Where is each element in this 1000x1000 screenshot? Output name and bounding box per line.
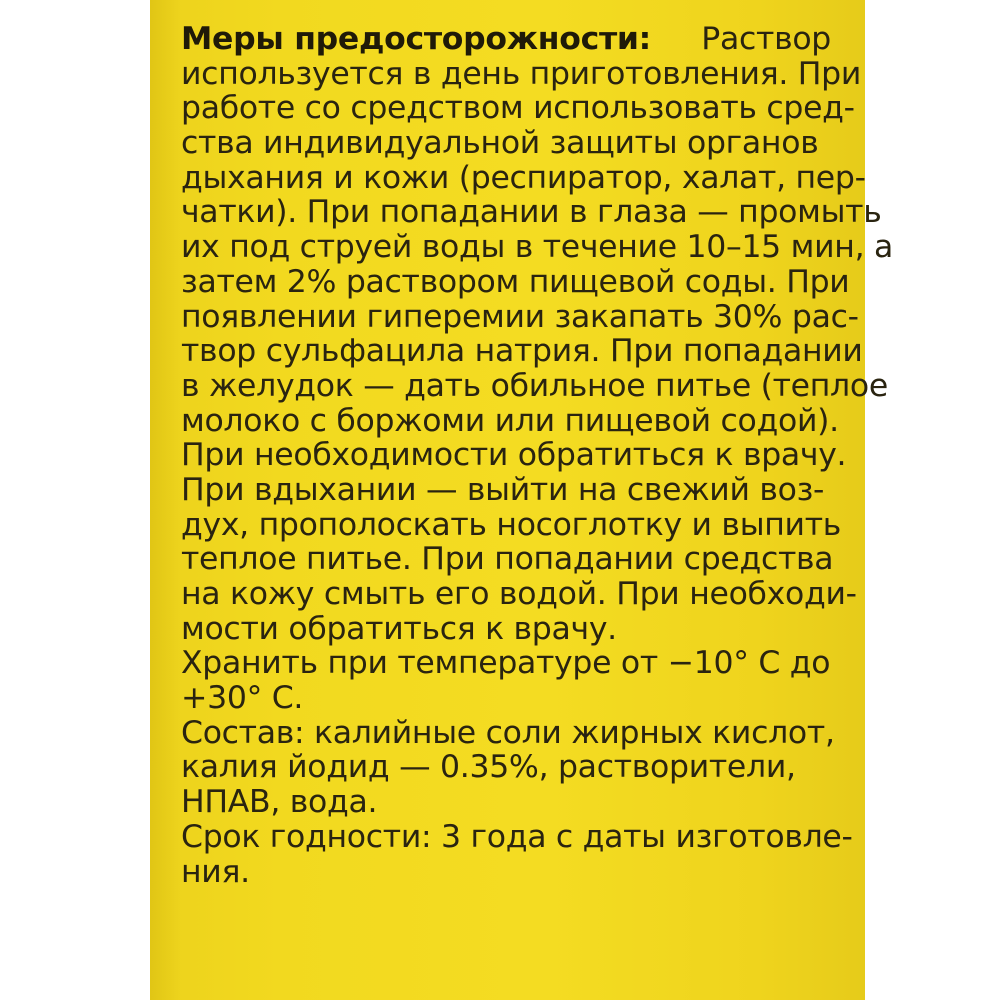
text-line: работе со средством использовать сред-	[181, 90, 855, 127]
text-line: появлении гиперемии закапать 30% рас-	[181, 298, 859, 335]
storage-line: Хранить при температуре от −10° С до	[181, 645, 831, 682]
text-line: При необходимости обратиться к врачу.	[181, 437, 847, 474]
text-line: мости обратиться к врачу.	[181, 610, 617, 647]
precautions-heading: Меры предосторожности:	[181, 21, 651, 57]
text-line: на кожу смыть его водой. При необходи-	[181, 576, 857, 612]
text-line: используется в день приготовления. При	[181, 55, 862, 92]
composition-line: НПАВ, вода.	[181, 784, 378, 821]
text-line: чатки). При попадании в глаза — промыть	[181, 194, 882, 231]
text-line: дух, прополоскать носоглотку и выпить	[181, 506, 842, 543]
shelf-life-line: ния.	[181, 853, 250, 890]
text-line: твор сульфацила натрия. При попадании	[181, 333, 863, 370]
text-line: дыхания и кожи (респиратор, халат, пер-	[181, 159, 866, 196]
text-line: их под струей воды в течение 10–15 мин, а	[181, 229, 894, 266]
precautions-first-line	[181, 22, 831, 57]
text-line: теплое питье. При попадании средства	[181, 541, 834, 578]
composition-line: Состав: калийные соли жирных кислот,	[181, 714, 835, 751]
text-line: Раствор	[701, 21, 831, 57]
text-line: в желудок — дать обильное питье (теплое	[181, 367, 888, 404]
label-edge-shadow	[150, 0, 180, 1000]
text-line: молоко с боржоми или пищевой содой).	[181, 402, 839, 439]
storage-line: +30° С.	[181, 680, 304, 717]
shelf-life-line: Срок годности: 3 года с даты изготовле-	[181, 818, 853, 855]
composition-line: калия йодид — 0.35%, растворители,	[181, 749, 796, 786]
text-line: ства индивидуальной защиты органов	[181, 125, 819, 162]
text-line: При вдыхании — выйти на свежий воз-	[181, 471, 825, 508]
instructions-text	[181, 21, 894, 890]
text-line: затем 2% раствором пищевой соды. При	[181, 263, 850, 300]
